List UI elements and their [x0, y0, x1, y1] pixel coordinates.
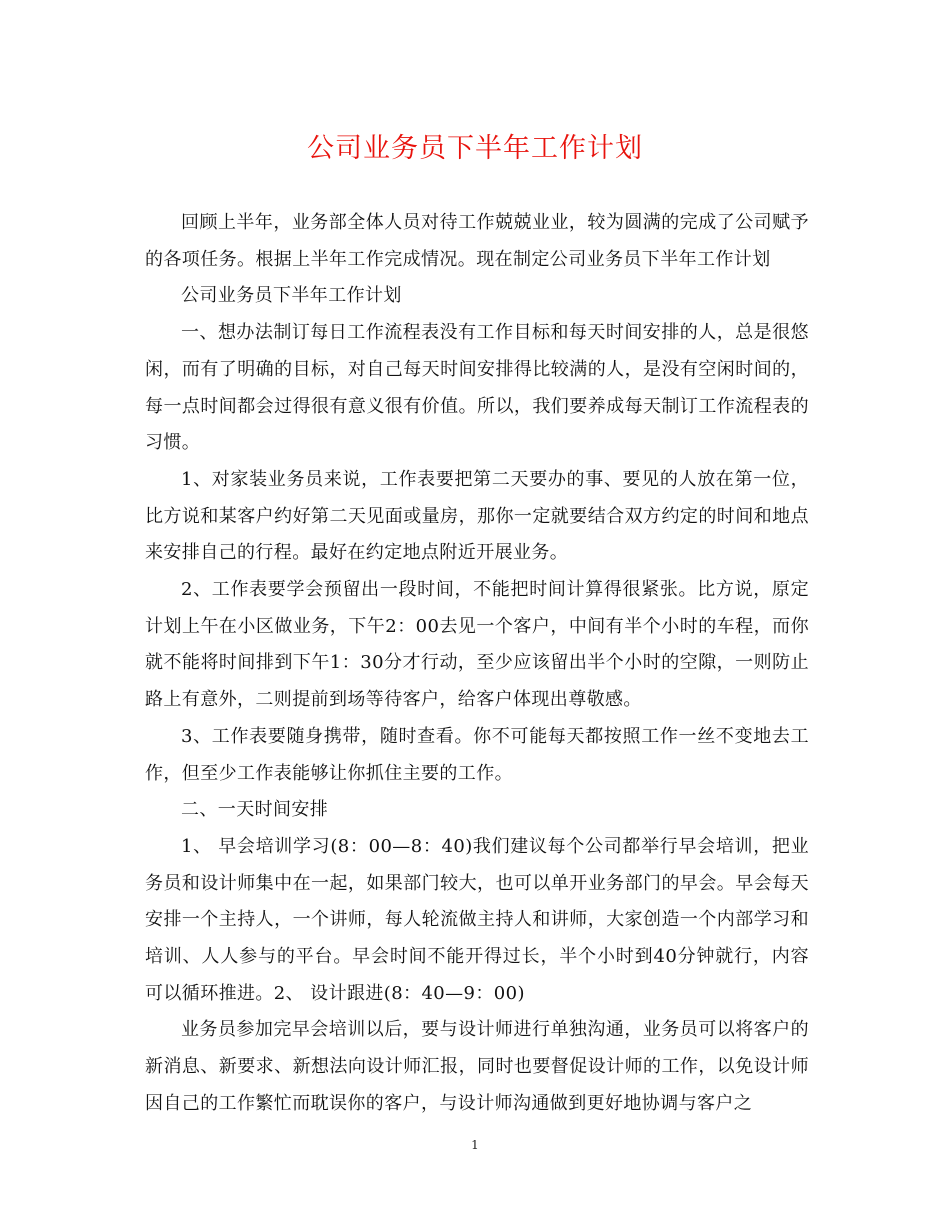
- paragraph-design-followup: 业务员参加完早会培训以后，要与设计师进行单独沟通，业务员可以将客户的新消息、新要求、新想法向设计师汇报，同时也要督促设计师的工作，以免设计师因自己的工作繁忙而耽误你的客户，与设计师沟通做到更好地协调与客户之: [145, 1019, 809, 1114]
- paragraph-item-two: 2、工作表要学会预留出一段时间，不能把时间计算得很紧张。比方说，原定计划上午在小区做业务，下午2：00去见一个客户，中间有半个小时的车程，而你就不能将时间排到下午1：30分才行动，至少应该留出半个小时的空隙，一则防止路上有意外，二则提前到场等待客户，给客户体现出尊敬感。: [145, 579, 809, 711]
- paragraph-intro: 回顾上半年，业务部全体人员对待工作兢兢业业，较为圆满的完成了公司赋予的各项任务。根据上半年工作完成情况。现在制定公司业务员下半年工作计划: [145, 212, 809, 270]
- paragraph-section-one: 一、想办法制订每日工作流程表没有工作目标和每天时间安排的人，总是很悠闲，而有了明确的目标，对自己每天时间安排得比较满的人，是没有空闲时间的，每一点时间都会过得很有意义很有价值。所以，我们要养成每天制订工作流程表的习惯。: [145, 322, 809, 454]
- page-number: 1: [471, 1138, 479, 1152]
- document-title: 公司业务员下半年工作计划: [307, 133, 643, 164]
- paragraph-morning-meeting: 1、 早会培训学习(8：00—8：40)我们建议每个公司都举行早会培训，把业务员和设计师集中在一起，如果部门较大，也可以单开业务部门的早会。早会每天安排一个主持人，一个讲师，每人轮流做主持人和讲师，大家创造一个内部学习和培训、人人参与的平台。早会时间不能开得过长，半个小时到40分钟就行，内容可以循环推进。2、 设计跟进(8：40—9：00): [145, 835, 809, 1004]
- paragraph-subtitle: 公司业务员下半年工作计划: [181, 285, 402, 307]
- document-body: [145, 205, 809, 1123]
- paragraph-item-one: 1、对家装业务员来说，工作表要把第二天要办的事、要见的人放在第一位，比方说和某客户约好第二天见面或量房，那你一定就要结合双方约定的时间和地点来安排自己的行程。最好在约定地点附近开展业务。: [145, 468, 809, 564]
- paragraph-section-two: 二、一天时间安排: [181, 799, 329, 821]
- paragraph-item-three: 3、工作表要随身携带，随时查看。你不可能每天都按照工作一丝不变地去工作，但至少工作表能够让你抓住主要的工作。: [145, 725, 809, 784]
